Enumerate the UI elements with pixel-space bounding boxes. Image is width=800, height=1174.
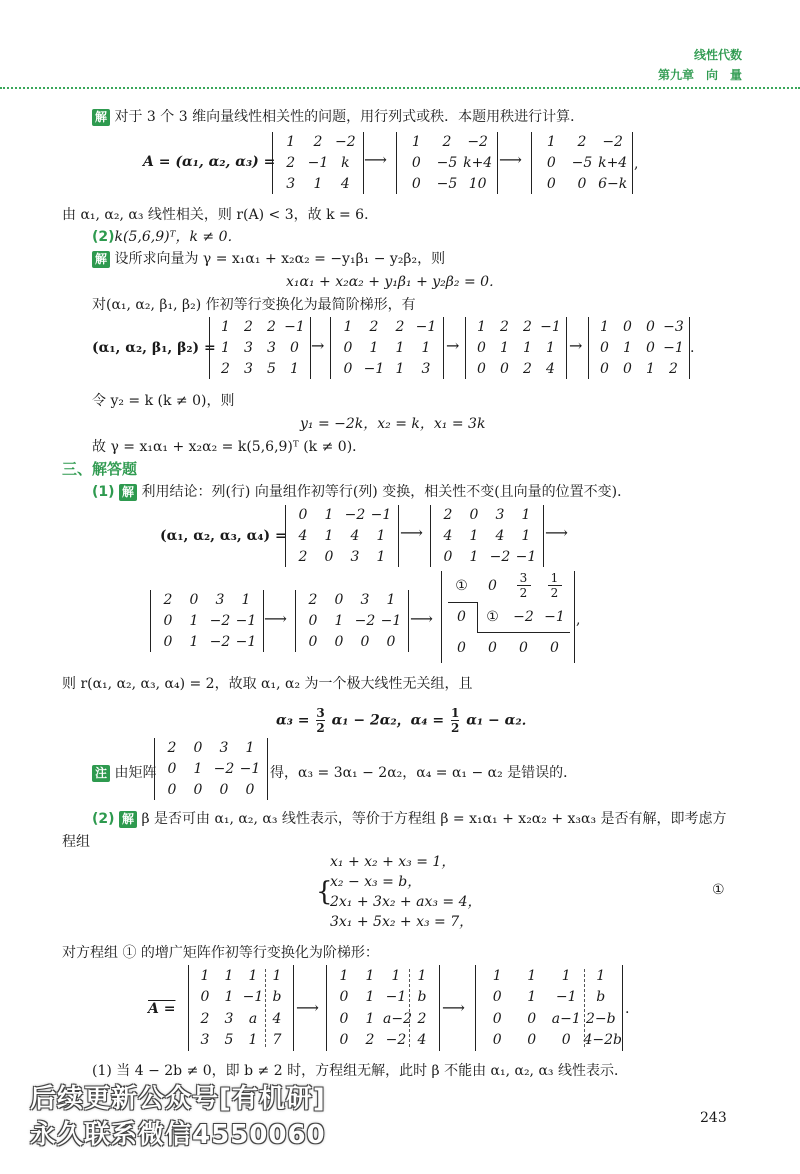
matrix-B-lhs: (α₁, α₂, β₁, β₂) = bbox=[92, 340, 216, 356]
staircase-line bbox=[477, 602, 478, 633]
matrix-cell: 1 bbox=[245, 740, 255, 757]
note-line: 注 由矩阵 bbox=[92, 762, 156, 782]
matrix-cell: 4 bbox=[272, 1010, 282, 1027]
matrix-cell: −3 bbox=[663, 319, 684, 336]
matrix-cell: 0 bbox=[488, 578, 497, 595]
matrix-cell: 3 bbox=[244, 360, 253, 377]
arrow-icon: → bbox=[569, 336, 583, 355]
item2-line2: 程组 bbox=[62, 834, 90, 850]
matrix-cell: a−1 bbox=[551, 1010, 581, 1027]
matrix-q3 bbox=[475, 965, 623, 1051]
aug-lhs: A = bbox=[148, 1001, 176, 1017]
matrix-cell: 1 bbox=[523, 340, 532, 356]
matrix-cell: 2 bbox=[221, 360, 230, 377]
note-tag: 注 bbox=[92, 765, 110, 782]
matrix-q1 bbox=[188, 965, 294, 1051]
matrix-cell: 2 bbox=[298, 548, 308, 565]
matrix-cell: 5 bbox=[267, 360, 276, 377]
matrix-cell: 2 bbox=[417, 1010, 427, 1027]
arrow-icon: ⟶ bbox=[400, 523, 423, 542]
intro-line: 解 对于 3 个 3 维向量线性相关性的问题，用行列式或秩．本题用秩进行计算． bbox=[92, 106, 584, 126]
matrix-cell: 1 bbox=[272, 967, 282, 984]
matrix-cell: 1 bbox=[546, 134, 556, 151]
matrix-cell: 2 bbox=[443, 507, 453, 524]
matrix-cell: 0 bbox=[298, 507, 308, 524]
matrix-cell: 3 bbox=[286, 175, 296, 192]
matrix-cell: −2 bbox=[467, 134, 488, 151]
matrix-cell: 0 bbox=[411, 175, 421, 192]
matrix-cell: 0 bbox=[167, 761, 177, 777]
arrow-icon: ⟶ bbox=[410, 609, 433, 628]
matrix-cell: 2 bbox=[523, 360, 532, 377]
solution-tag: 解 bbox=[92, 109, 110, 126]
matrix-cell: 1 bbox=[224, 967, 234, 984]
matrix-cell: b bbox=[272, 989, 282, 1006]
matrix-cell: 0 bbox=[600, 360, 609, 377]
matrix-cell: 2 bbox=[313, 134, 323, 151]
matrix-cell: b bbox=[417, 989, 427, 1006]
matrix-cell: 0 bbox=[527, 1032, 537, 1049]
matrix-A-lhs: A = (α₁, α₂, α₃) = bbox=[143, 154, 276, 170]
matrix-cell: 1 bbox=[623, 340, 632, 356]
matrix-cell: 1 bbox=[469, 528, 479, 544]
matrix-p1 bbox=[285, 505, 399, 567]
aug-intro: 对方程组 ① 的增广矩阵作初等行变换化为阶梯形： bbox=[62, 945, 379, 961]
augment-divider bbox=[409, 969, 410, 1047]
watermark-line2: 永久联系微信4550060 bbox=[30, 1120, 326, 1150]
matrix-cell: 1 bbox=[369, 340, 379, 356]
matrix-n3 bbox=[465, 317, 567, 379]
matrix-cell: 0 bbox=[623, 360, 632, 377]
matrix-cell: −1 bbox=[235, 633, 257, 650]
matrix-cell: 3 bbox=[495, 507, 505, 524]
matrix-p5-staircase bbox=[441, 571, 575, 663]
matrix-cell: 3 bbox=[244, 340, 253, 356]
staircase-line bbox=[448, 602, 477, 603]
matrix-cell: −1 bbox=[370, 507, 392, 524]
matrix-cell: 1 bbox=[395, 360, 405, 377]
matrix-cell: 0 bbox=[457, 639, 466, 656]
augment-divider bbox=[265, 969, 266, 1047]
matrix-cell: 4−2b bbox=[583, 1032, 623, 1049]
matrix-cell: 1 bbox=[193, 761, 203, 777]
matrix-cell: 1 bbox=[376, 528, 386, 544]
values-line: y₁ = −2k，x₂ = k，x₁ = 3k bbox=[300, 416, 486, 432]
matrix-cell: 1 bbox=[421, 340, 431, 356]
matrix-cell: 0 bbox=[646, 340, 655, 356]
matrix-cell: 1 bbox=[527, 989, 537, 1006]
header-chapter: 第九章 向 量 bbox=[657, 68, 742, 82]
matrix-cell: 1 bbox=[365, 1010, 375, 1027]
matrix-cell: 2 bbox=[442, 134, 452, 151]
matrix-cell: 1 bbox=[343, 319, 353, 336]
sol2-line3: 对(α₁, α₂, β₁, β₂) 作初等行变换化为最简阶梯形，有 bbox=[92, 297, 416, 313]
matrix-cell: −1 bbox=[284, 319, 305, 336]
arrow-icon: → bbox=[446, 336, 460, 355]
matrix-cell: −1 bbox=[555, 989, 577, 1006]
matrix-cell: 0 bbox=[193, 740, 203, 757]
matrix-cell: 2 bbox=[669, 360, 678, 377]
matrix-cell: 0 bbox=[167, 781, 177, 798]
matrix-cell: 1 bbox=[596, 967, 606, 984]
matrix-cell: −2 bbox=[602, 134, 623, 151]
matrix-cell: −2 bbox=[385, 1032, 407, 1049]
item1-line: (1) 解 利用结论：列(行) 向量组作初等行(列) 变换，相关性不变(且向量的位置不变)． bbox=[92, 484, 632, 500]
matrix-cell: 1 bbox=[221, 319, 230, 336]
matrix-cell: 1 bbox=[365, 989, 375, 1006]
matrix-cell: 0 bbox=[219, 781, 229, 798]
matrix-m1 bbox=[272, 132, 364, 194]
matrix-cell: 1 bbox=[241, 592, 251, 609]
matrix-cell: 0 bbox=[339, 1032, 349, 1049]
matrix-cell: 0 bbox=[308, 633, 318, 650]
matrix-cell: a−2 bbox=[383, 1010, 412, 1027]
matrix-cell: 3 2 bbox=[508, 571, 539, 600]
matrix-cell: 1 bbox=[492, 967, 502, 984]
matrix-m3 bbox=[531, 132, 633, 194]
matrix-cell: 4 bbox=[340, 175, 350, 192]
matrix-cell: 0 bbox=[646, 319, 655, 336]
matrix-cell: k+4 bbox=[598, 155, 628, 171]
section-title: 三、解答题 bbox=[62, 460, 138, 478]
matrix-cell: 1 2 bbox=[539, 571, 570, 600]
gamma-line: 故 γ = x₁α₁ + x₂α₂ = k(5,6,9)ᵀ (k ≠ 0)． bbox=[92, 439, 367, 455]
matrix-cell: 1 bbox=[286, 134, 296, 151]
matrix-cell: 1 bbox=[189, 613, 199, 629]
matrix-cell: 1 bbox=[248, 967, 258, 984]
matrix-cell: −5 bbox=[436, 155, 458, 171]
solution-tag: 解 bbox=[119, 484, 137, 501]
matrix-cell: 0 bbox=[492, 1010, 502, 1027]
arrow-icon: ⟶ bbox=[264, 609, 287, 628]
matrix-cell: 0 bbox=[308, 613, 318, 629]
matrix-cell: 1 bbox=[386, 592, 396, 609]
case1-line: (1) 当 4 − 2b ≠ 0，即 b ≠ 2 时，方程组无解，此时 β 不能由 α₁, α₂, α₃ 线性表示． bbox=[92, 1063, 628, 1079]
matrix-cell: 0 bbox=[163, 613, 173, 629]
matrix-cell: 1 bbox=[600, 319, 609, 336]
matrix-cell: 10 bbox=[468, 175, 487, 192]
matrix-cell: 2 bbox=[365, 1032, 375, 1049]
matrix-cell: 1 bbox=[411, 134, 421, 151]
matrix-cell: 1 bbox=[324, 507, 334, 524]
matrix-cell: 1 bbox=[561, 967, 571, 984]
matrix-cell: 0 bbox=[577, 175, 587, 192]
matrix-cell: 1 bbox=[365, 967, 375, 984]
matrix-cell: b bbox=[596, 989, 606, 1006]
matrix-cell: 3 bbox=[215, 592, 225, 609]
equation-tag: ① bbox=[712, 882, 725, 898]
matrix-cell: −1 bbox=[385, 989, 407, 1006]
matrix-p2 bbox=[430, 505, 544, 567]
matrix-cell: 1 bbox=[546, 340, 555, 356]
matrix-cell: 0 bbox=[527, 1010, 537, 1027]
matrix-cell: −1 bbox=[380, 613, 402, 629]
matrix-cell: 0 bbox=[492, 1032, 502, 1049]
matrix-cell: 1 bbox=[395, 340, 405, 356]
matrix-cell: 0 bbox=[457, 609, 466, 625]
matrix-cell: 1 bbox=[189, 633, 199, 650]
matrix-cell: 1 bbox=[469, 548, 479, 565]
matrix-cell: 0 bbox=[561, 1032, 571, 1049]
matrix-cell: 0 bbox=[469, 507, 479, 524]
matrix-cell: 2 bbox=[244, 319, 253, 336]
let-line: 令 y₂ = k (k ≠ 0)，则 bbox=[92, 393, 235, 409]
matrix-cell: 0 bbox=[339, 1010, 349, 1027]
matrix-cell: 0 bbox=[324, 548, 334, 565]
augment-divider bbox=[584, 969, 585, 1047]
watermark-line1: 后续更新公众号[有机研] bbox=[30, 1084, 326, 1114]
matrix-n1 bbox=[209, 317, 311, 379]
matrix-cell: −1 bbox=[235, 613, 257, 629]
matrix-cell: 1 bbox=[200, 967, 210, 984]
matrix-cell: 0 bbox=[443, 548, 453, 565]
matrix-cell: 0 bbox=[623, 319, 632, 336]
matrix-C-lhs: (α₁, α₂, α₃, α₄) = bbox=[160, 528, 287, 544]
matrix-n2 bbox=[330, 317, 444, 379]
matrix-cell: ① bbox=[486, 609, 499, 625]
matrix-cell: 2 bbox=[500, 319, 509, 336]
arrow-icon: ⟶ bbox=[364, 150, 387, 169]
matrix-cell: 4 bbox=[298, 528, 308, 544]
matrix-cell: 2 bbox=[577, 134, 587, 151]
matrix-cell: k+4 bbox=[463, 155, 493, 171]
matrix-cell: −5 bbox=[436, 175, 458, 192]
staircase-line bbox=[477, 632, 570, 633]
matrix-cell: −2 bbox=[354, 613, 376, 629]
matrix-cell: 4 bbox=[417, 1032, 427, 1049]
matrix-cell: 0 bbox=[488, 639, 497, 656]
matrix-cell: −2 bbox=[213, 761, 235, 777]
matrix-cell: 1 bbox=[290, 360, 299, 377]
matrix-cell: 3 bbox=[200, 1032, 210, 1049]
matrix-cell: 6−k bbox=[598, 175, 628, 192]
matrix-cell: 1 bbox=[221, 340, 230, 356]
matrix-cell: 0 bbox=[245, 781, 255, 798]
matrix-m2 bbox=[396, 132, 498, 194]
matrix-cell: 0 bbox=[334, 633, 344, 650]
matrix-cell: 3 bbox=[350, 548, 360, 565]
answer-2: (2)k(5,6,9)ᵀ，k ≠ 0． bbox=[92, 229, 242, 245]
matrix-cell: 3 bbox=[224, 1010, 234, 1027]
matrix-cell: 1 bbox=[477, 319, 486, 336]
matrix-q2 bbox=[326, 965, 440, 1051]
matrix-cell: −2 bbox=[335, 134, 356, 151]
matrix-cell: 3 bbox=[219, 740, 229, 757]
expr-a3: α₃ = $\frac{3}{2}$ α₁ − 2α₂，α₄ = $\frac{1}{2}$ α₁ − α₂． bbox=[276, 706, 536, 735]
matrix-cell: 7 bbox=[272, 1032, 282, 1049]
page-number: 243 bbox=[700, 1110, 727, 1126]
header-divider bbox=[0, 87, 800, 89]
matrix-cell: 1 bbox=[521, 507, 531, 524]
arrow-icon: ⟶ bbox=[499, 150, 522, 169]
matrix-cell: 1 bbox=[646, 360, 655, 377]
matrix-n4 bbox=[588, 317, 690, 379]
equation-system: x₁ + x₂ + x₃ = 1， x₂ − x₃ = b， 2x₁ + 3x₂ + ax₃ = 4， 3x₁ + 5x₂ + x₃ = 7， bbox=[330, 854, 482, 930]
matrix-cell: 2 bbox=[200, 1010, 210, 1027]
matrix-cell: 1 bbox=[417, 967, 427, 984]
matrix-cell: 0 bbox=[600, 340, 609, 356]
matrix-cell: 1 bbox=[313, 175, 323, 192]
matrix-p3 bbox=[150, 590, 264, 652]
sol2-line2: x₁α₁ + x₂α₂ + y₁β₁ + y₂β₂ = 0． bbox=[286, 274, 504, 290]
matrix-cell: 4 bbox=[495, 528, 505, 544]
matrix-cell: 0 bbox=[290, 340, 299, 356]
matrix-cell: 2 bbox=[369, 319, 379, 336]
matrix-cell: −1 bbox=[363, 360, 385, 377]
matrix-note bbox=[154, 738, 268, 800]
matrix-cell: −1 bbox=[540, 319, 561, 336]
matrix-cell: k bbox=[341, 155, 350, 171]
matrix-cell: −1 bbox=[307, 155, 329, 171]
matrix-cell: 0 bbox=[334, 592, 344, 609]
conclusion-line: 由 α₁, α₂, α₃ 线性相关，则 r(A) < 3，故 k = 6． bbox=[62, 207, 379, 223]
matrix-cell: −1 bbox=[239, 761, 261, 777]
matrix-cell: 0 bbox=[477, 340, 486, 356]
rank-line: 则 r(α₁, α₂, α₃, α₄) = 2，故取 α₁, α₂ 为一个极大线性无关组，且 bbox=[62, 676, 473, 692]
matrix-cell: 2 bbox=[163, 592, 173, 609]
matrix-cell: 0 bbox=[339, 989, 349, 1006]
matrix-cell: −2 bbox=[489, 548, 511, 565]
matrix-cell: 0 bbox=[386, 633, 396, 650]
matrix-cell: 0 bbox=[550, 639, 559, 656]
matrix-cell: 1 bbox=[521, 528, 531, 544]
matrix-cell: 4 bbox=[350, 528, 360, 544]
matrix-cell: 3 bbox=[267, 340, 276, 356]
matrix-cell: 1 bbox=[334, 613, 344, 629]
matrix-cell: 0 bbox=[163, 633, 173, 650]
arrow-icon: ⟶ bbox=[296, 998, 319, 1017]
solution-tag: 解 bbox=[119, 811, 137, 828]
note-post: 得，α₃ = 3α₁ − 2α₂，α₄ = α₁ − α₂ 是错误的． bbox=[270, 765, 578, 781]
matrix-cell: a bbox=[248, 1010, 258, 1027]
arrow-icon: → bbox=[311, 336, 325, 355]
matrix-cell: 0 bbox=[477, 360, 486, 377]
matrix-cell: 0 bbox=[189, 592, 199, 609]
matrix-cell: 0 bbox=[500, 360, 509, 377]
matrix-cell: 0 bbox=[492, 989, 502, 1006]
matrix-cell: −1 bbox=[515, 548, 537, 565]
matrix-cell: −2 bbox=[209, 633, 231, 650]
matrix-cell: 1 bbox=[224, 989, 234, 1006]
matrix-cell: −2 bbox=[513, 609, 534, 625]
matrix-cell: 0 bbox=[200, 989, 210, 1006]
matrix-cell: 1 bbox=[339, 967, 349, 984]
matrix-cell: 1 bbox=[324, 528, 334, 544]
matrix-cell: 2 bbox=[395, 319, 405, 336]
matrix-cell: 0 bbox=[343, 340, 353, 356]
matrix-cell: −1 bbox=[544, 609, 565, 625]
matrix-cell: −2 bbox=[209, 613, 231, 629]
matrix-cell: 2−b bbox=[585, 1010, 616, 1027]
solution-tag: 解 bbox=[92, 251, 110, 268]
matrix-cell: 1 bbox=[527, 967, 537, 984]
matrix-cell: 0 bbox=[411, 155, 421, 171]
item2-line: (2) 解 β 是否可由 α₁, α₂, α₃ 线性表示，等价于方程组 β = x₁α₁ + x₂α₂ + x₃α₃ 是否有解，即考虑方 bbox=[92, 811, 727, 827]
matrix-cell: 4 bbox=[546, 360, 555, 377]
matrix-cell: 2 bbox=[167, 740, 177, 757]
matrix-cell: −5 bbox=[571, 155, 593, 171]
matrix-cell: 0 bbox=[519, 639, 528, 656]
matrix-cell: 2 bbox=[523, 319, 532, 336]
matrix-cell: 5 bbox=[224, 1032, 234, 1049]
arrow-icon: ⟶ bbox=[545, 523, 568, 542]
matrix-cell: 1 bbox=[500, 340, 509, 356]
matrix-cell: 0 bbox=[546, 175, 556, 192]
sol2-line1: 解 设所求向量为 γ = x₁α₁ + x₂α₂ = −y₁β₁ − y₂β₂，则 bbox=[92, 248, 445, 268]
matrix-cell: 2 bbox=[286, 155, 296, 171]
arrow-icon: ⟶ bbox=[442, 998, 465, 1017]
matrix-cell: 1 bbox=[376, 548, 386, 565]
matrix-cell: 3 bbox=[360, 592, 370, 609]
matrix-cell: 0 bbox=[193, 781, 203, 798]
matrix-cell: −1 bbox=[663, 340, 684, 356]
matrix-cell: −2 bbox=[344, 507, 366, 524]
matrix-cell: 2 bbox=[267, 319, 276, 336]
header-subject: 线性代数 bbox=[693, 48, 742, 62]
matrix-cell: 1 bbox=[248, 1032, 258, 1049]
system-brace: { bbox=[316, 877, 333, 907]
matrix-cell: 0 bbox=[343, 360, 353, 377]
matrix-p4 bbox=[295, 590, 409, 652]
matrix-cell: −1 bbox=[242, 989, 264, 1006]
matrix-cell: 2 bbox=[308, 592, 318, 609]
matrix-cell: 0 bbox=[360, 633, 370, 650]
matrix-cell: 3 bbox=[421, 360, 431, 377]
matrix-cell: 0 bbox=[546, 155, 556, 171]
matrix-cell: ① bbox=[455, 578, 468, 595]
matrix-cell: −1 bbox=[415, 319, 437, 336]
matrix-cell: 4 bbox=[443, 528, 453, 544]
matrix-cell: 1 bbox=[391, 967, 401, 984]
